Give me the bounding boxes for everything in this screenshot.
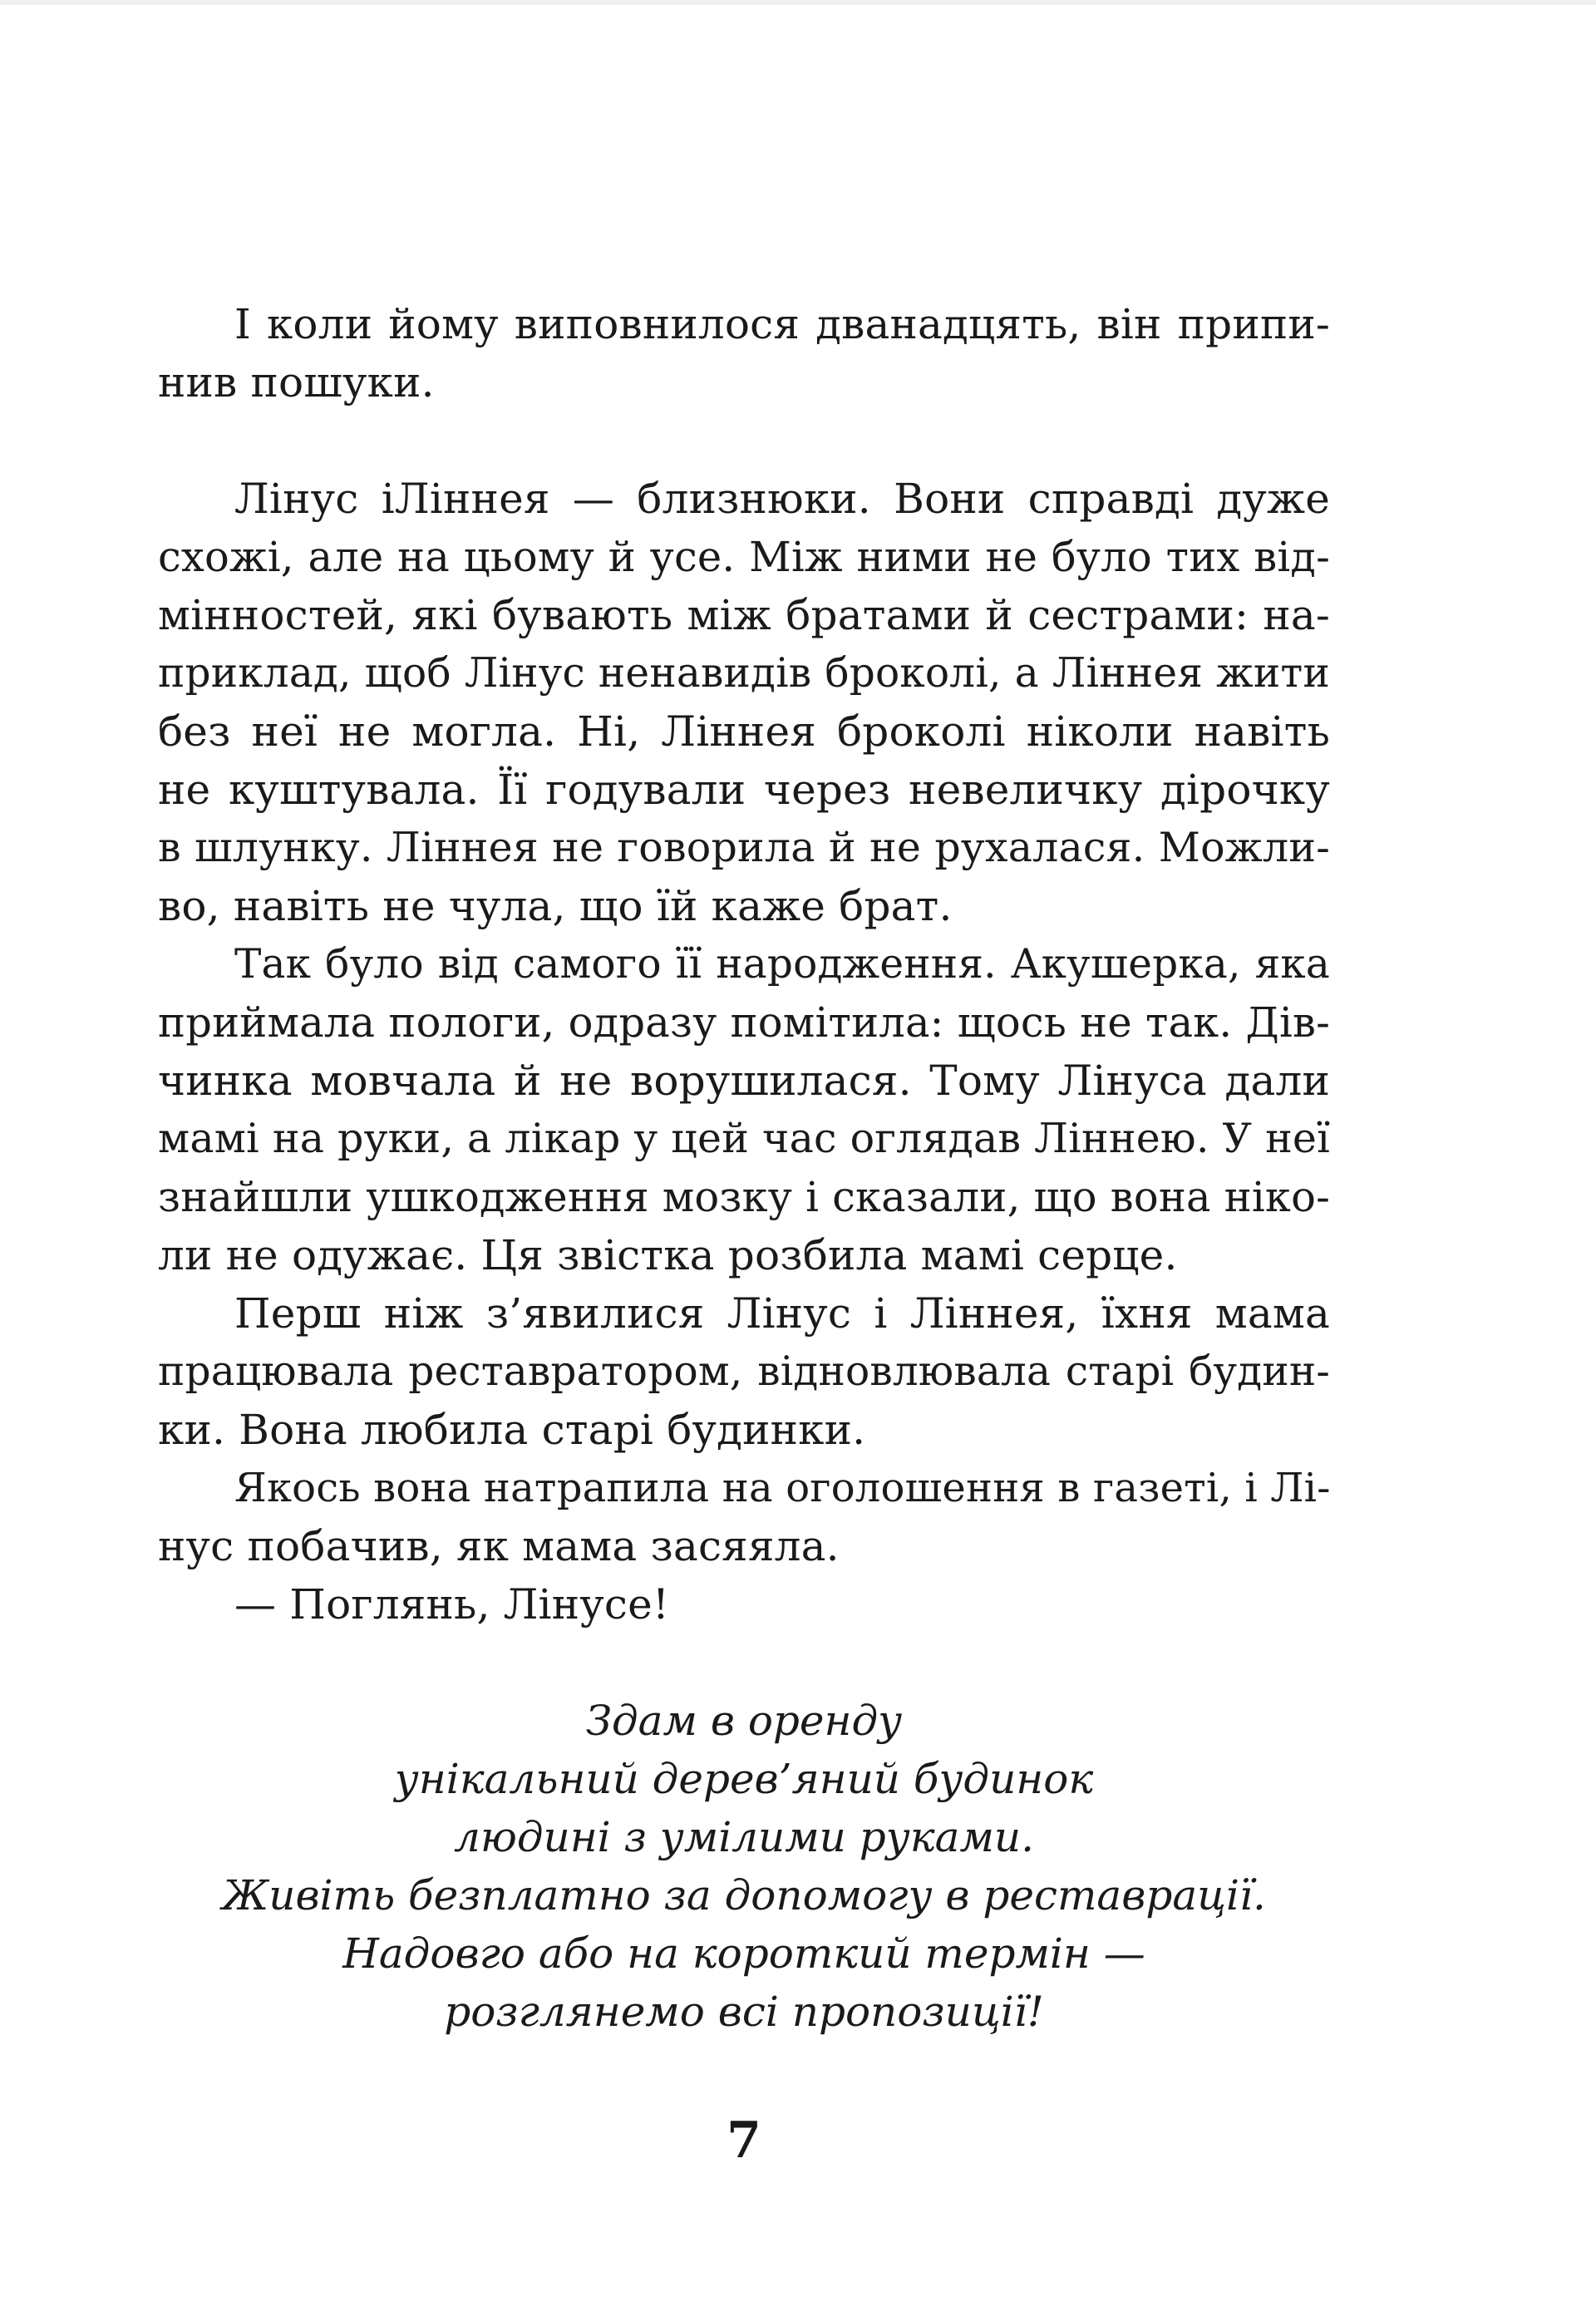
text-line: приклад, щоб Лінус ненавидів броколі, а Ліннея жити	[158, 650, 1330, 697]
page-number: 7	[727, 2111, 761, 2170]
text-line: І коли йому виповнилося дванадцять, він припи-	[234, 300, 1330, 348]
text-line: приймала пологи, одразу помітила: щось не так. Дів-	[158, 998, 1330, 1047]
text-line: во, навіть не чула, що їй каже брат.	[158, 882, 953, 930]
text-line: без неї не могла. Ні, Ліннея броколі ніколи навіть	[158, 707, 1330, 756]
advertisement-line: розглянемо всі пропозиції!	[444, 1988, 1044, 2036]
text-line: схожі, але на цьому й усе. Між ними не було тих від-	[158, 533, 1330, 581]
advertisement-line: Живіть безплатно за допомогу в реставрації.	[222, 1871, 1266, 1919]
text-line: мінностей, які бувають між братами й сестрами: на-	[158, 591, 1330, 639]
book-page	[158, 0, 1330, 2311]
text-line: Лінус іЛіннея — близнюки. Вони справді дуже	[234, 475, 1330, 523]
advertisement-line: Надовго або на короткий термін —	[342, 1929, 1145, 1978]
text-line: ки. Вона любила старі будинки.	[158, 1406, 866, 1454]
text-line: не куштувала. Її годували через невеличку дірочку	[158, 766, 1330, 814]
text-line: в шлунку. Ліннея не говорила й не рухалася. Можли-	[158, 824, 1330, 871]
text-line: Якось вона натрапила на оголошення в газеті, і Лі-	[234, 1465, 1331, 1511]
text-line: працювала реставратором, відновлювала старі будин-	[158, 1348, 1330, 1395]
text-line: знайшли ушкодження мозку і сказали, що вона ніко-	[158, 1173, 1330, 1221]
text-line: Так було від самого її народження. Акушерка, яка	[234, 941, 1330, 988]
advertisement-line: Здам в оренду	[585, 1697, 903, 1745]
advertisement-line: людині з умілими руками.	[454, 1813, 1034, 1861]
text-line: ли не одужає. Ця звістка розбила мамі серце.	[158, 1231, 1178, 1279]
dialogue-line: — Поглянь, Лінусе!	[234, 1580, 670, 1629]
text-line: Перш ніж з’явилися Лінус і Ліннея, їхня мама	[234, 1289, 1330, 1338]
text-line: мамі на руки, а лікар у цей час оглядав Ліннею. У неї	[158, 1115, 1330, 1162]
advertisement-line: унікальний дерев’яний будинок	[394, 1755, 1094, 1803]
text-line: чинка мовчала й не ворушилася. Тому Лінуса дали	[158, 1057, 1330, 1105]
text-line: нус побачив, як мама засяяла.	[158, 1522, 840, 1570]
text-line: нив пошуки.	[158, 358, 435, 407]
